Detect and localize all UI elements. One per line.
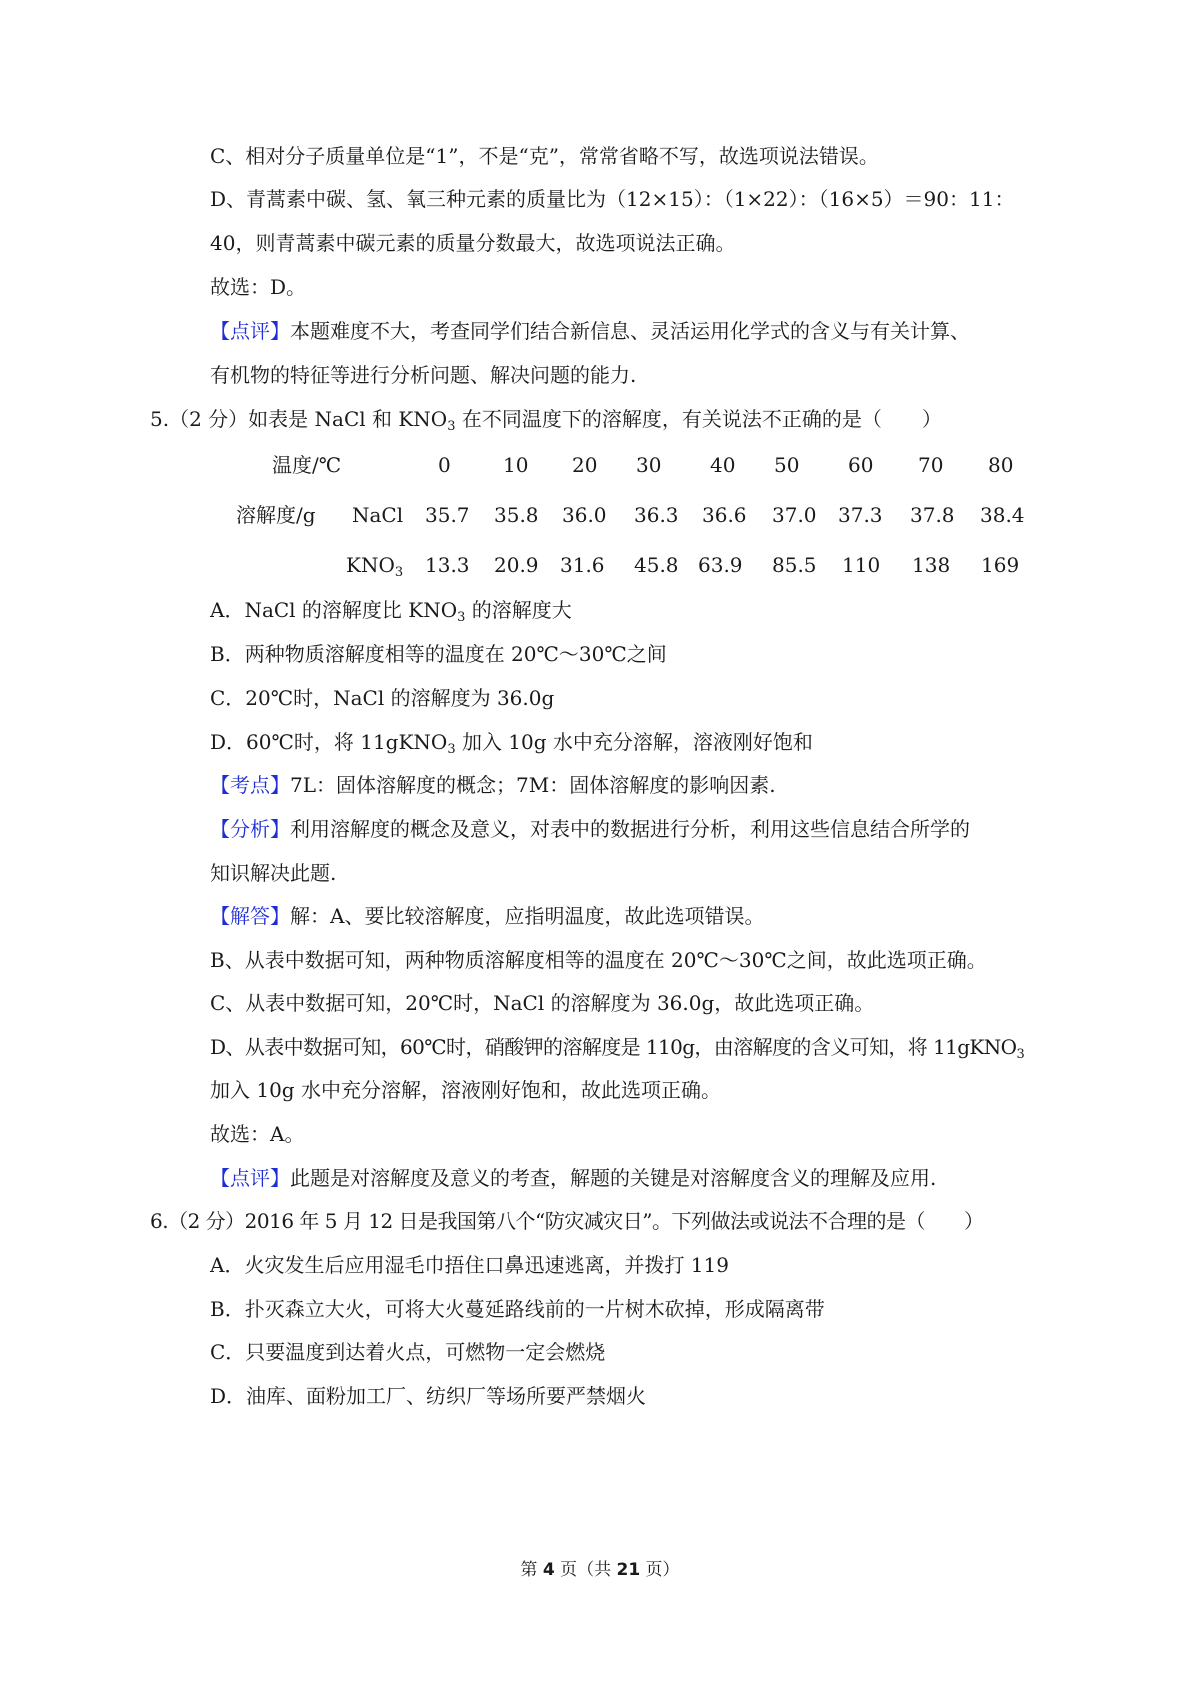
q5-jieda-d-line1 [210, 1034, 1024, 1060]
table-kno3-cell: 20.9 [494, 553, 539, 577]
table-temp-cell: 20 [572, 453, 598, 477]
q6-option-a: A．火灾发生后应用湿毛巾捂住口鼻迅速逃离，并拨打 119 [210, 1253, 729, 1277]
table-temp-cell: 70 [918, 453, 944, 477]
q5-option-d-part2: 加入 10g 水中充分溶解，溶液刚好饱和 [455, 730, 813, 754]
q4-option-c-explanation: C、相对分子质量单位是“1”，不是“克”，常常省略不写，故选项说法错误。 [210, 144, 879, 168]
page-number: 4 [542, 1560, 555, 1580]
q6-option-d: D．油库、面粉加工厂、纺织厂等场所要严禁烟火 [210, 1384, 647, 1408]
table-kno3-cell: 13.3 [425, 553, 470, 577]
q5-kaodian [210, 772, 776, 798]
table-temp-cell: 40 [710, 453, 736, 477]
table-nacl-cell: 35.8 [494, 503, 539, 527]
q5-answer: 故选：A。 [210, 1122, 305, 1146]
q5-option-d [210, 729, 813, 755]
kno3-label-text: KNO [346, 553, 395, 577]
table-kno3-cell: 31.6 [560, 553, 605, 577]
table-nacl-cell: 36.0 [562, 503, 607, 527]
q5-fenxi-text-line2: 知识解决此题. [210, 861, 337, 885]
q4-review-text-line2: 有机物的特征等进行分析问题、解决问题的能力. [210, 363, 637, 387]
jieda-tag: 【解答】 [210, 904, 290, 928]
table-temp-cell: 80 [988, 453, 1014, 477]
q5-jieda-d-line2: 加入 10g 水中充分溶解，溶液刚好饱和，故此选项正确。 [210, 1078, 721, 1102]
table-nacl-cell: 36.6 [702, 503, 747, 527]
table-kno3-label [346, 552, 403, 578]
q4-review [210, 318, 970, 344]
table-temp-cell: 30 [636, 453, 662, 477]
q4-option-d-explanation-line2: 40，则青蒿素中碳元素的质量分数最大，故选项说法正确。 [210, 231, 736, 255]
table-kno3-cell: 110 [842, 553, 881, 577]
q5-option-d-subscript: 3 [447, 742, 456, 757]
q5-stem-part2: 在不同温度下的溶解度，有关说法不正确的是（ ） [455, 407, 942, 431]
jieda-d-line1-text: D、从表中数据可知，60℃时，硝酸钾的溶解度是 110g，由溶解度的含义可知，将 11gKNO [210, 1035, 1017, 1059]
q5-option-d-part1: D．60℃时，将 11gKNO [210, 730, 448, 754]
kaodian-text: 7L：固体溶解度的概念；7M：固体溶解度的影响因素. [290, 773, 776, 797]
q6-option-c: C．只要温度到达着火点，可燃物一定会燃烧 [210, 1340, 606, 1364]
footer-suffix: 页） [640, 1560, 680, 1580]
total-pages: 21 [616, 1560, 641, 1580]
q5-jieda [210, 903, 764, 929]
q5-review-text: 此题是对溶解度及意义的考查，解题的关键是对溶解度含义的理解及应用. [290, 1166, 937, 1190]
jieda-d-subscript: 3 [1016, 1047, 1025, 1062]
q5-review [210, 1165, 936, 1191]
q6-stem: 6.（2 分）2016 年 5 月 12 日是我国第八个“防灾减灾日”。下列做法或说法不合理的是（ ） [150, 1209, 984, 1233]
table-temp-cell: 60 [848, 453, 874, 477]
kaodian-tag: 【考点】 [210, 773, 290, 797]
table-temp-cell: 0 [438, 453, 451, 477]
q5-stem-subscript: 3 [447, 419, 456, 434]
table-nacl-cell: 37.8 [910, 503, 955, 527]
q5-option-c: C．20℃时，NaCl 的溶解度为 36.0g [210, 686, 555, 710]
q5-jieda-c: C、从表中数据可知，20℃时，NaCl 的溶解度为 36.0g，故此选项正确。 [210, 991, 875, 1015]
q5-option-a-part2: 的溶解度大 [465, 598, 572, 622]
table-kno3-cell: 45.8 [634, 553, 679, 577]
review-tag: 【点评】 [210, 319, 290, 343]
table-nacl-label: NaCl [352, 503, 404, 527]
jieda-text-a: 解：A、要比较溶解度，应指明温度，故此选项错误。 [290, 904, 765, 928]
table-kno3-cell: 63.9 [698, 553, 743, 577]
table-kno3-cell: 169 [981, 553, 1020, 577]
fenxi-text-line1: 利用溶解度的概念及意义，对表中的数据进行分析，利用这些信息结合所学的 [290, 817, 970, 841]
review-tag: 【点评】 [210, 1166, 290, 1190]
table-kno3-cell: 138 [912, 553, 951, 577]
footer-middle: 页（共 [554, 1560, 617, 1580]
q5-option-b: B．两种物质溶解度相等的温度在 20℃～30℃之间 [210, 642, 667, 666]
table-temp-label: 温度/℃ [272, 453, 342, 477]
q4-review-text-line1: 本题难度不大，考查同学们结合新信息、灵活运用化学式的含义与有关计算、 [290, 319, 970, 343]
page-footer [0, 1558, 1200, 1582]
q5-option-a-subscript: 3 [457, 610, 466, 625]
table-kno3-cell: 85.5 [772, 553, 817, 577]
q5-jieda-b: B、从表中数据可知，两种物质溶解度相等的温度在 20℃～30℃之间，故此选项正确。 [210, 948, 987, 972]
table-nacl-cell: 38.4 [980, 503, 1025, 527]
q5-option-a [210, 597, 572, 623]
fenxi-tag: 【分析】 [210, 817, 290, 841]
q5-stem [150, 406, 942, 432]
table-solubility-label: 溶解度/g [236, 503, 316, 527]
table-nacl-cell: 37.3 [838, 503, 883, 527]
table-nacl-cell: 37.0 [772, 503, 817, 527]
table-nacl-cell: 35.7 [425, 503, 470, 527]
footer-prefix: 第 [520, 1560, 543, 1580]
kno3-label-subscript: 3 [394, 565, 404, 580]
q4-answer: 故选：D。 [210, 275, 307, 299]
q6-option-b: B．扑灭森立大火，可将大火蔓延路线前的一片树木砍掉，形成隔离带 [210, 1297, 825, 1321]
table-temp-cell: 50 [774, 453, 800, 477]
table-temp-cell: 10 [503, 453, 529, 477]
table-nacl-cell: 36.3 [634, 503, 679, 527]
q5-stem-part1: 5.（2 分）如表是 NaCl 和 KNO [150, 407, 448, 431]
q5-fenxi [210, 816, 970, 842]
q5-option-a-part1: A．NaCl 的溶解度比 KNO [210, 598, 458, 622]
q4-option-d-explanation-line1: D、青蒿素中碳、氢、氧三种元素的质量比为（12×15）：（1×22）：（16×5）＝90：11： [210, 187, 1015, 211]
